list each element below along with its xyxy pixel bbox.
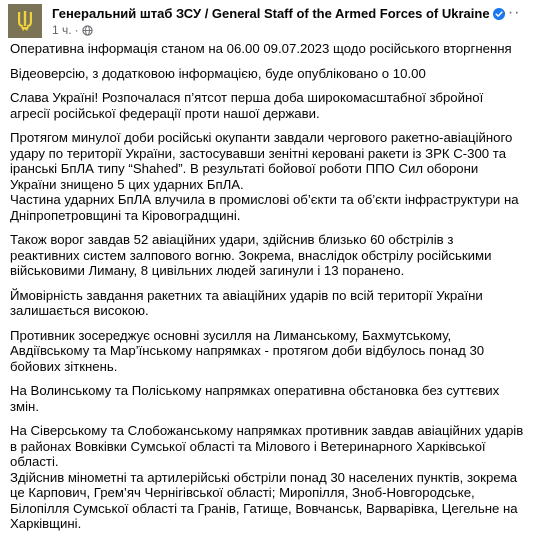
author-name-text[interactable]: Генеральний штаб ЗСУ / General Staff of the Armed Forces of Ukraine [52,6,490,21]
post-paragraph: На Волинському та Поліському напрямках оперативна обстановка без суттєвих змін. [10,383,500,414]
post-paragraph: Також ворог завдав 52 авіаційних удари, здійснив близько 60 обстрілів з реактивних систем залпового вогню. Зокрема, внаслідок обстрілу російськими військовими Лиману, 8 цивільних людей загинули і 13 поранено. [10,232,492,278]
post-header [8,4,535,42]
post-paragraph: Оперативна інформація станом на 06.00 09.07.2023 щодо російського вторгнення [10,41,512,56]
page-avatar[interactable] [8,4,42,38]
post-paragraph: Ймовірність завдання ракетних та авіаційних ударів по всій території України залишається високою. [10,287,483,318]
post-paragraph: На Сіверському та Слобожанському напрямках противник завдав авіаційних ударів в районах Вовківки Сумської області та Мілового і Ветеринарного Харківської області. Здійснив мінометні та артилерійські обстріли понад 30 населених пунктів, зокрема це Карпович, Грем’яч Чернігівської області; Миропілля, Зноб-Новгородське, Білопілля Сумської області та Гранів, Гатище, Вовчанськ, Варварівка, Цегельне на Харківщині. [10,423,524,531]
post-meta [52,23,93,39]
trident-emblem-icon [8,4,42,38]
post-timestamp[interactable]: 1 ч. [52,23,72,37]
post-paragraph: Протягом минулої доби російські окупанти завдали чергового ракетно-авіаційного удару по території України, застосувавши зенітні керовані ракети із ЗРК С-300 та іранські БпЛА типу “Shahed”. В результаті бойової роботи ППО Сил оборони України знищено 5 цих ударних БпЛА. Частина ударних БпЛА влучила в промислові об’єкти та об’єкти інфраструктури на Дніпропетровщині та Кіровоградщині. [10,130,519,223]
post-body [10,41,525,541]
more-options-icon[interactable]: ··· [501,4,521,21]
author-name[interactable] [52,6,505,23]
post-paragraph: Відеоверсію, з додатковою інформацією, буде опубліковано о 10.00 [10,65,426,81]
globe-icon [82,25,93,39]
post-paragraph: Слава Україні! Розпочалася п’ятсот перша доба широкомасштабної збройної агресії російської федерації проти нашої держави. [10,90,484,121]
post-paragraph: Противник зосереджує основні зусилля на Лиманському, Бахмутському, Авдіївському та Мар’їнському напрямках - протягом доби відбулось понад 30 бойових зіткнень. [10,327,485,374]
meta-separator: · [74,23,79,37]
